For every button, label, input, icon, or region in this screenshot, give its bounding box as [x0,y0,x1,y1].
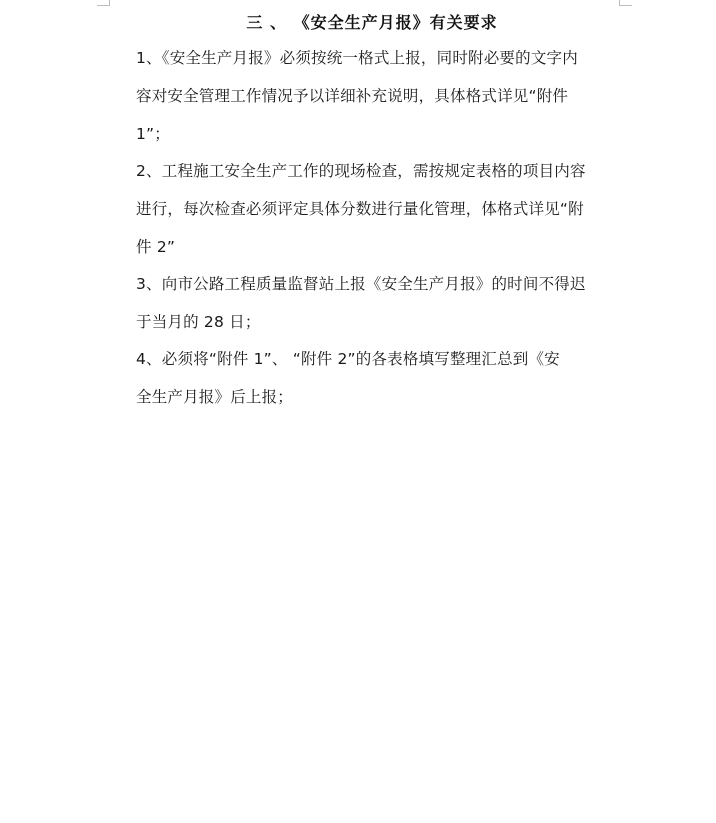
item-1-line-3: 1”； [136,125,170,143]
item-1-line-1: 1、《安全生产月报》必须按统一格式上报，同时附必要的文字内 [136,49,578,67]
item-2-line-2: 进行，每次检查必须评定具体分数进行量化管理，体格式详见“附 [136,200,584,218]
item-2-line-1: 2、工程施工安全生产工作的现场检查，需按规定表格的项目内容 [136,162,586,180]
top-right-margin-mark [619,0,632,6]
section-heading: 三 、 《安全生产月报》有关要求 [246,13,498,32]
requirement-item-1 [136,39,612,153]
item-1-line-2: 容对安全管理工作情况予以详细补充说明，具体格式详见“附件 [136,87,569,105]
top-left-margin-mark [97,0,110,6]
requirement-item-2 [136,152,612,266]
item-4-line-1: 4、必须将“附件 1”、 “附件 2”的各表格填写整理汇总到《安 [136,350,560,368]
requirement-item-4 [136,340,612,416]
item-2-line-3: 件 2” [136,238,176,256]
requirement-item-3 [136,265,612,341]
item-3-line-2: 于当月的 28 日； [136,313,261,331]
item-4-line-2: 全生产月报》后上报； [136,388,294,406]
item-3-line-1: 3、向市公路工程质量监督站上报《安全生产月报》的时间不得迟 [136,275,586,293]
